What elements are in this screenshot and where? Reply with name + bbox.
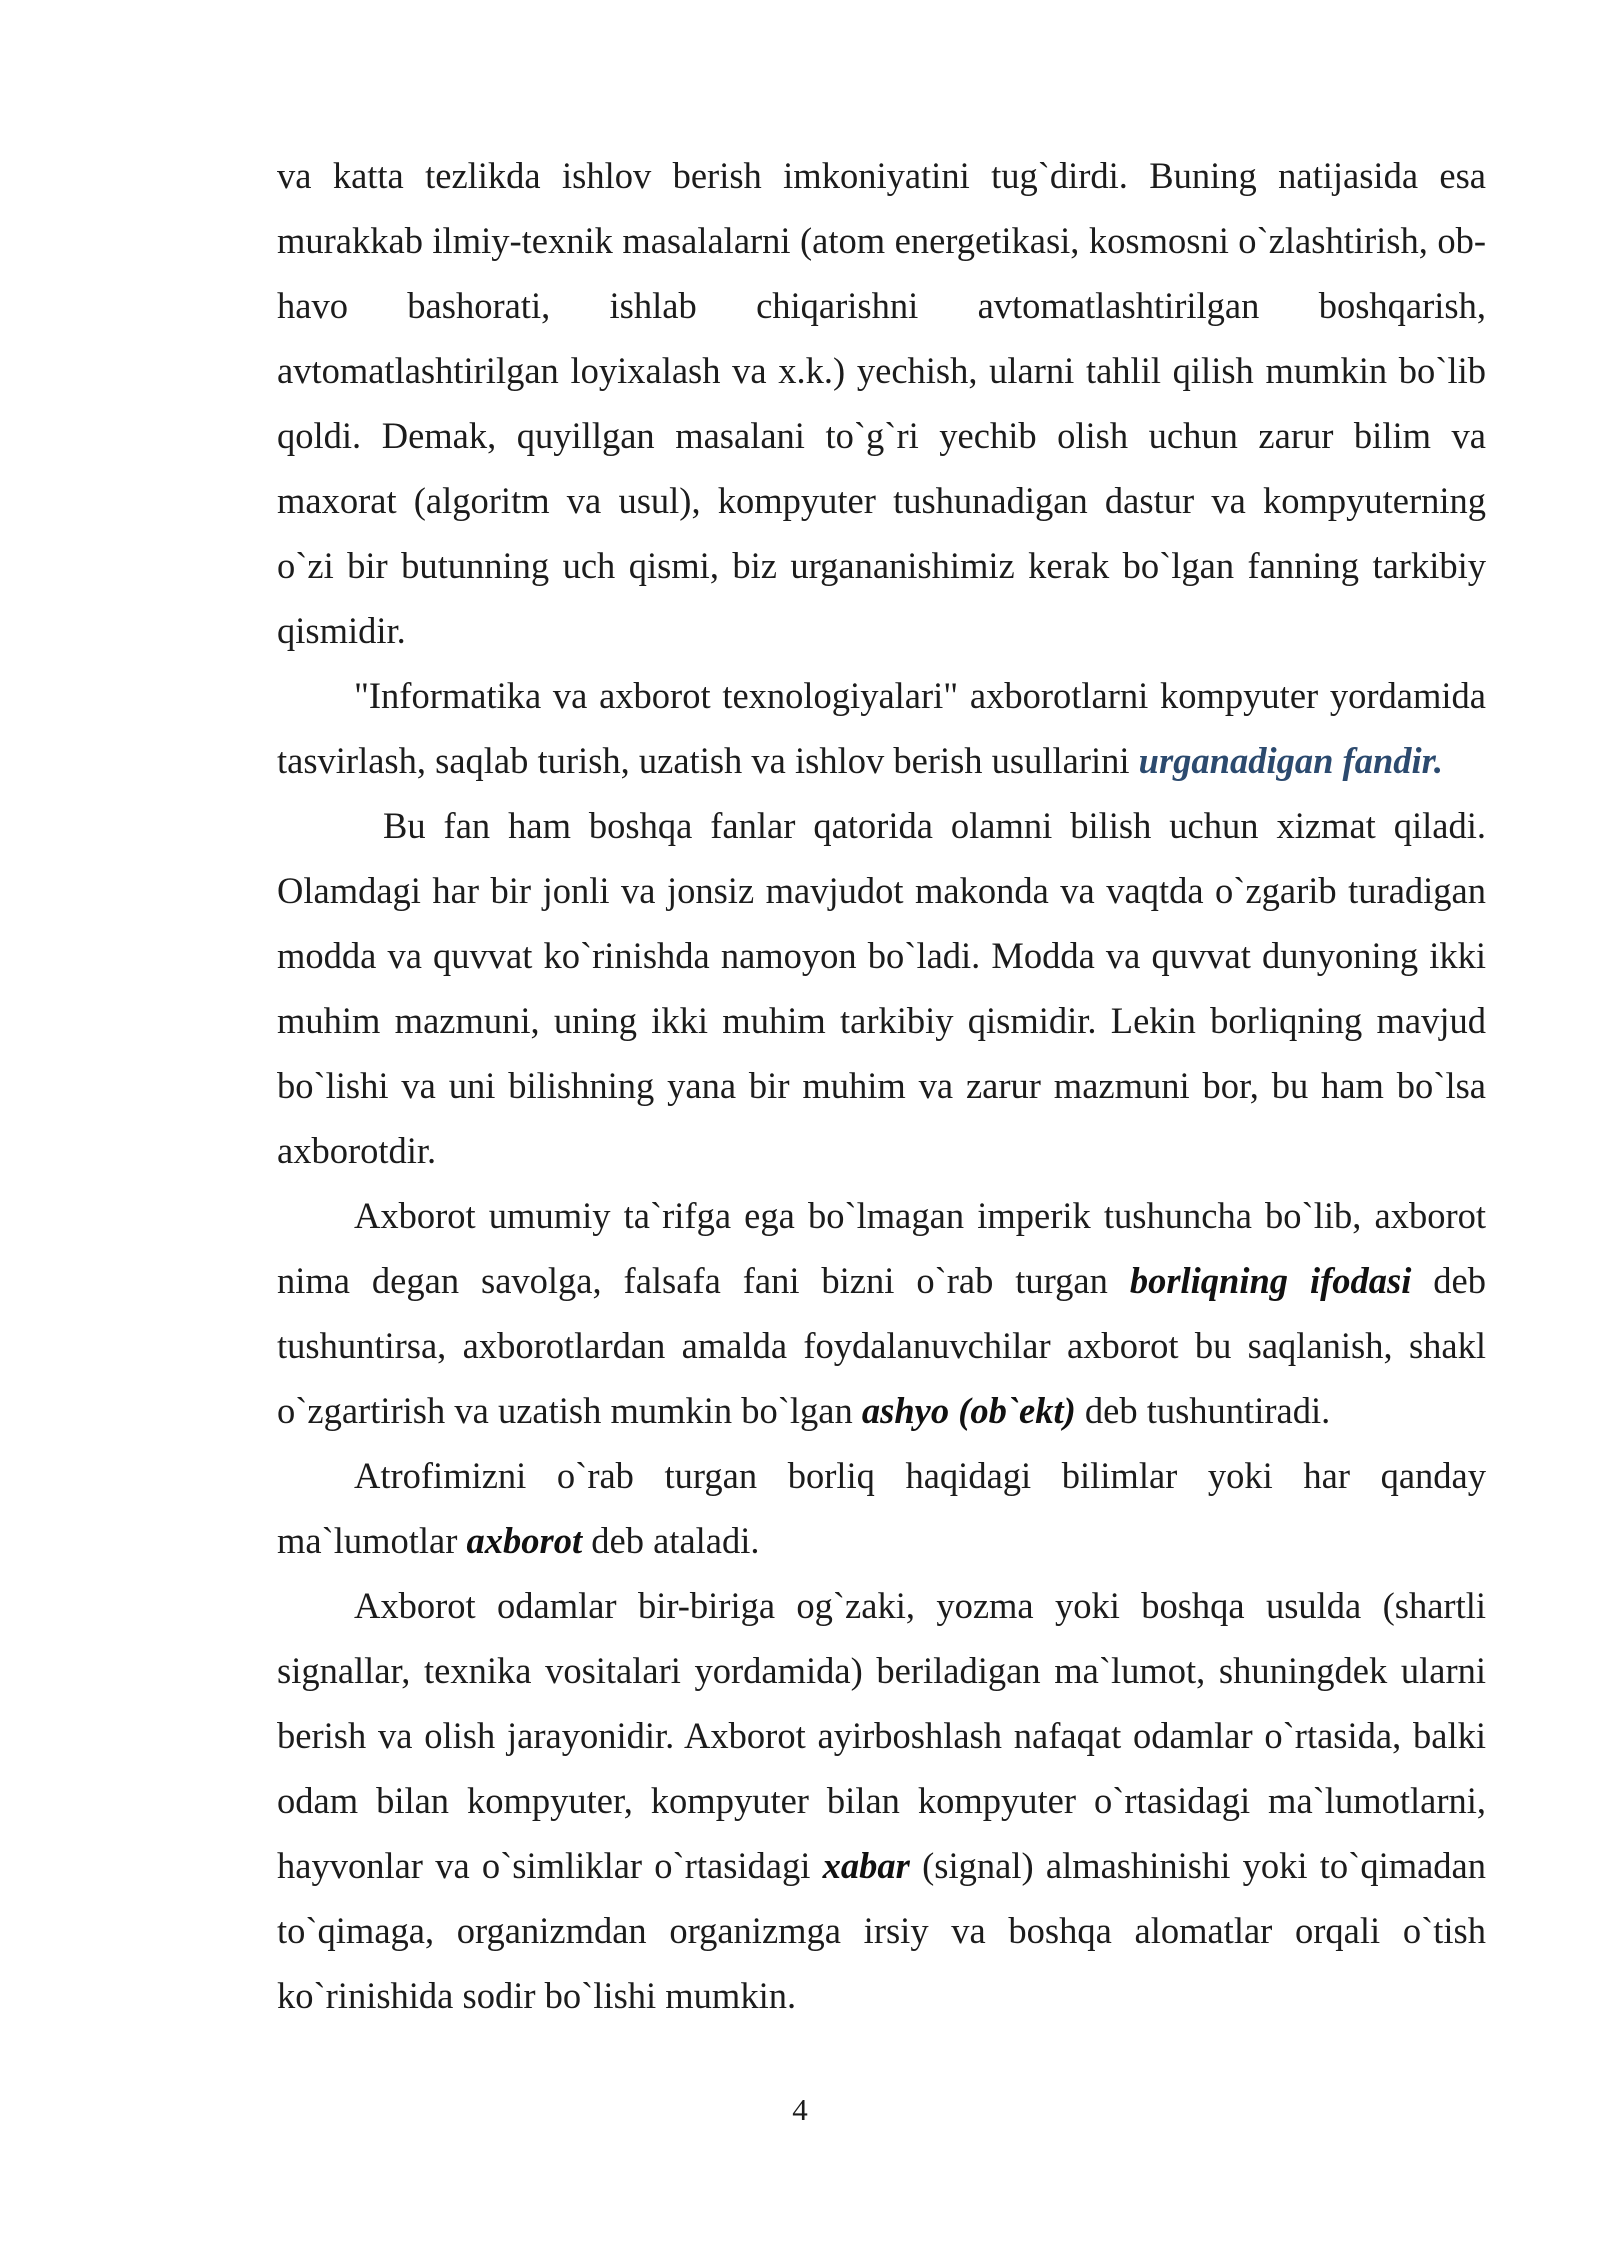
paragraph-6 — [277, 1573, 1486, 2028]
body-text — [277, 143, 1486, 2028]
paragraph-text: Axborot umumiy ta`rifga ega bo`lmagan imperik tushuncha bo`lib, axborot nima degan savolga, falsafa fani bizni o`rab turgan — [277, 1195, 1486, 1301]
paragraph-text: deb tushuntiradi. — [1075, 1390, 1331, 1431]
paragraph-text: deb ataladi. — [582, 1520, 760, 1561]
paragraph-text: deb tushuntirsa, axborotlardan amalda foydalanuvchilar axborot bu saqlanish, shakl o`zgartirish va uzatish mumkin bo`lgan — [277, 1260, 1487, 1431]
emphasis-text: xabar — [822, 1845, 910, 1886]
paragraph-text: va katta tezlikda ishlov berish imkoniyatini tug`dirdi. Buning natijasida esa murakkab ilmiy-texnik masalalarni (atom energetikasi, kosmosni o`zlashtirish, ob-havo bashorati, ishlab chiqarishni avtomatlashtirilgan boshqarish, avtomatlashtirilgan loyixalash va x.k.) yechish, ularni tahlil qilish mumkin bo`lib qoldi. Demak, quyillgan masalani to`g`ri yechib olish uchun zarur bilim va maxorat (algoritm va usul), kompyuter tushunadigan dastur va kompyuterning o`zi bir butunning uch qismi, biz urgananishimiz kerak bo`lgan fanning tarkibiy qismidir. — [277, 155, 1486, 651]
paragraph-text: Axborot odamlar bir-biriga og`zaki, yozma yoki boshqa usulda (shartli signallar, texnika vositalari yordamida) beriladigan ma`lumot, shuningdek ularni berish va olish jarayonidir. Axborot ayirboshlash nafaqat odamlar o`rtasida, balki odam bilan kompyuter, kompyuter bilan kompyuter o`rtasidagi ma`lumotlarni, hayvonlar va o`simliklar o`rtasidagi — [277, 1585, 1486, 1886]
paragraph-1 — [277, 143, 1486, 663]
paragraph-text: (signal) almashinishi yoki to`qimadan to`qimaga, organizmdan organizmga irsiy va boshqa alomatlar orqali o`tish ko`rinishida sodir bo`lishi mumkin. — [277, 1845, 1486, 2016]
paragraph-4 — [277, 1183, 1486, 1443]
paragraph-3 — [277, 793, 1486, 1183]
paragraph-text: "Informatika va axborot texnologiyalari" axborotlarni kompyuter yordamida tasvirlash, saqlab turish, uzatish va ishlov berish usullarini — [277, 675, 1486, 781]
paragraph-5 — [277, 1443, 1486, 1573]
page-number: 4 — [792, 2092, 808, 2127]
emphasis-text: urganadigan fandir. — [1138, 740, 1443, 781]
emphasis-text: ashyo (ob`ekt) — [861, 1390, 1076, 1431]
paragraph-2 — [277, 663, 1486, 793]
paragraph-text: Atrofimizni o`rab turgan borliq haqidagi bilimlar yoki har qanday ma`lumotlar — [277, 1455, 1486, 1561]
paragraph-text: Bu fan ham boshqa fanlar qatorida olamni bilish uchun xizmat qiladi. Olamdagi har bir jonli va jonsiz mavjudot makonda va vaqtda o`zgarib turadigan modda va quvvat ko`rinishda namoyon bo`ladi. Modda va quvvat dunyoning ikki muhim mazmuni, uning ikki muhim tarkibiy qismidir. Lekin borliqning mavjud bo`lishi va uni bilishning yana bir muhim va zarur mazmuni bor, bu ham bo`lsa axborotdir. — [277, 805, 1486, 1171]
emphasis-text: borliqning ifodasi — [1129, 1260, 1412, 1301]
emphasis-text: axborot — [466, 1520, 583, 1561]
